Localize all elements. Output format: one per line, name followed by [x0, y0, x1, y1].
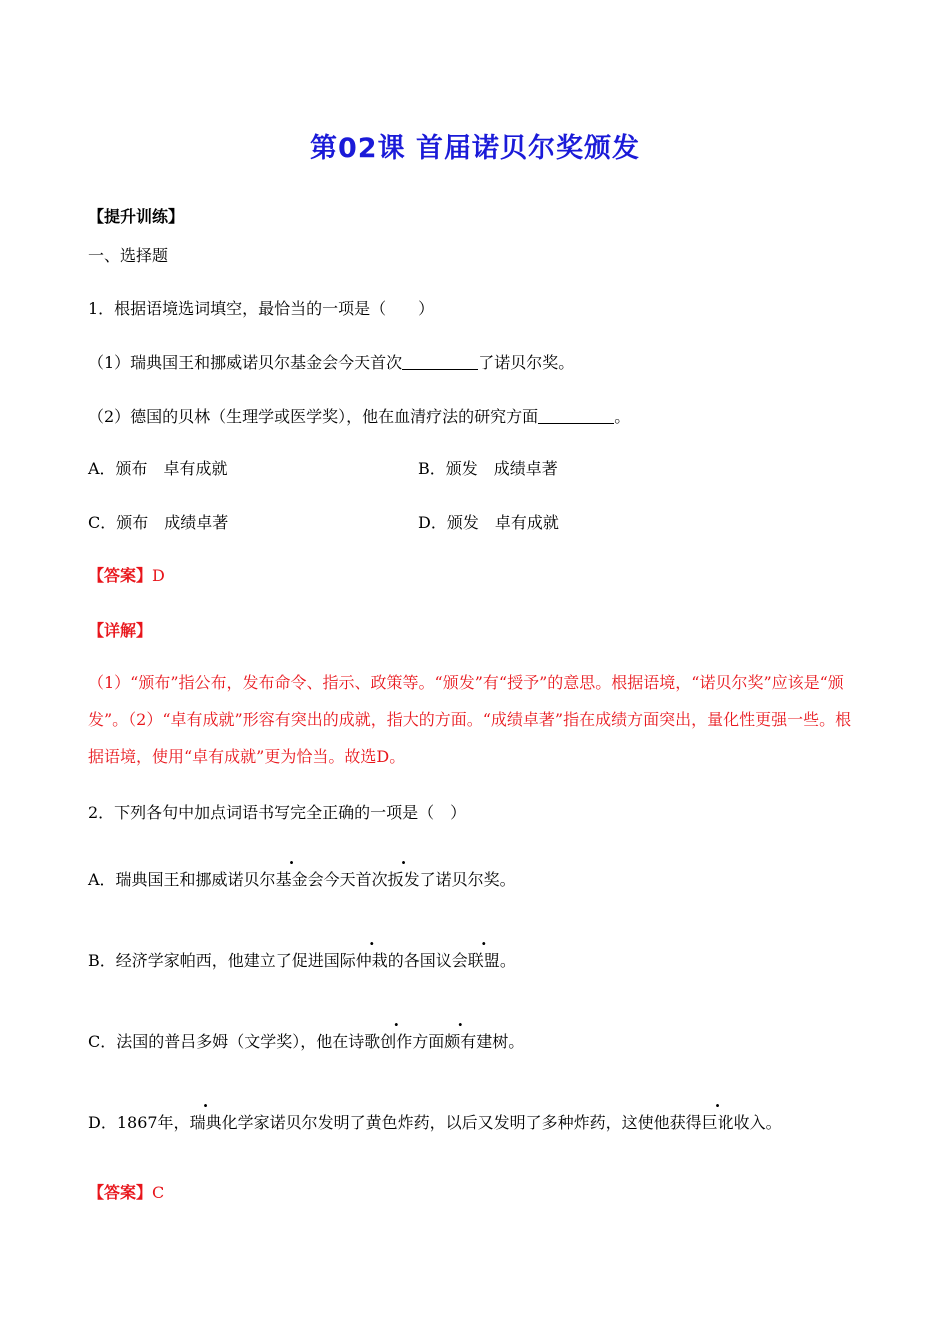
q1-answer [88, 566, 165, 586]
q1-stem: 1．根据语境选词填空，最恰当的一项是（ ） [88, 299, 435, 318]
fill-blank [402, 353, 478, 370]
dotted-word: 巨讹 [701, 1113, 734, 1132]
answer-label: 【答案】 [88, 1183, 153, 1202]
text-segment: 。 [499, 951, 516, 970]
q2-option-b [88, 951, 516, 971]
text-segment: 会今天首次 [307, 870, 388, 889]
text-segment: 建树。 [476, 1032, 525, 1051]
answer-value: C [152, 1183, 165, 1202]
q1-option-b: B．颁发 成绩卓著 [418, 459, 558, 478]
text-segment: 化学家诺贝尔发明了黄色炸药，以后又发明了多种炸药，这使他获得 [221, 1113, 702, 1132]
dotted-word: 联盟 [467, 951, 500, 970]
text-segment: 收入。 [733, 1113, 782, 1132]
fill-blank [538, 407, 614, 424]
answer-value: D [152, 566, 165, 585]
text-segment: B．经济学家帕西，他建立了促进国际 [88, 951, 356, 970]
q2-answer [88, 1183, 164, 1203]
q1-detail-label: 【详解】 [88, 621, 153, 640]
dotted-word: 扳发 [387, 870, 420, 889]
q1-s2-pre: （2）德国的贝林（生理学或医学奖），他在血清疗法的研究方面 [88, 407, 539, 426]
q1-option-a: A．颁布 卓有成就 [88, 459, 228, 478]
text-segment: A．瑞典国王和挪威诺贝尔 [88, 870, 276, 889]
q1-sentence-1 [88, 353, 574, 373]
q1-s1-pre: （1）瑞典国王和挪威诺贝尔基金会今天首次 [88, 353, 403, 372]
text-segment: D．1867年， [88, 1113, 190, 1132]
q2-option-a [88, 870, 516, 890]
answer-label: 【答案】 [88, 566, 153, 585]
part-label: 一、选择题 [88, 246, 169, 265]
q1-s1-post: 了诺贝尔奖。 [478, 353, 575, 372]
q1-option-c: C．颁布 成绩卓著 [88, 513, 229, 532]
q2-stem: 2．下列各句中加点词语书写完全正确的一项是（ ） [88, 803, 467, 822]
section-label: 【提升训练】 [88, 207, 185, 226]
dotted-word: 仲栽 [355, 951, 388, 970]
q2-option-c [88, 1032, 524, 1052]
dotted-word: 颇有 [444, 1032, 477, 1051]
dotted-word: 瑞典 [189, 1113, 222, 1132]
text-segment: 的各国议会 [387, 951, 468, 970]
q1-s2-post: 。 [614, 407, 631, 426]
q1-explanation: （1）“颁布”指公布，发布命令、指示、政策等。“颁发”有“授予”的意思。根据语境，“诺贝尔奖”应该是“颁发”。（2）“卓有成就”形容有突出的成就，指大的方面。“成绩卓著”指在成绩方面突出，量化性更强一些。根据语境，使用“卓有成就”更为恰当。故选D。 [88, 673, 852, 766]
page-title: 第02课 首届诺贝尔奖颁发 [310, 133, 640, 164]
dotted-word: 创作 [380, 1032, 413, 1051]
q1-sentence-2 [88, 407, 630, 427]
q1-option-d: D．颁发 卓有成就 [418, 513, 559, 532]
q2-option-d [88, 1113, 782, 1133]
text-segment: 方面 [412, 1032, 445, 1051]
text-segment: 了诺贝尔奖。 [419, 870, 516, 889]
text-segment: C．法国的普吕多姆（文学奖），他在诗歌 [88, 1032, 381, 1051]
dotted-word: 基金 [275, 870, 308, 889]
